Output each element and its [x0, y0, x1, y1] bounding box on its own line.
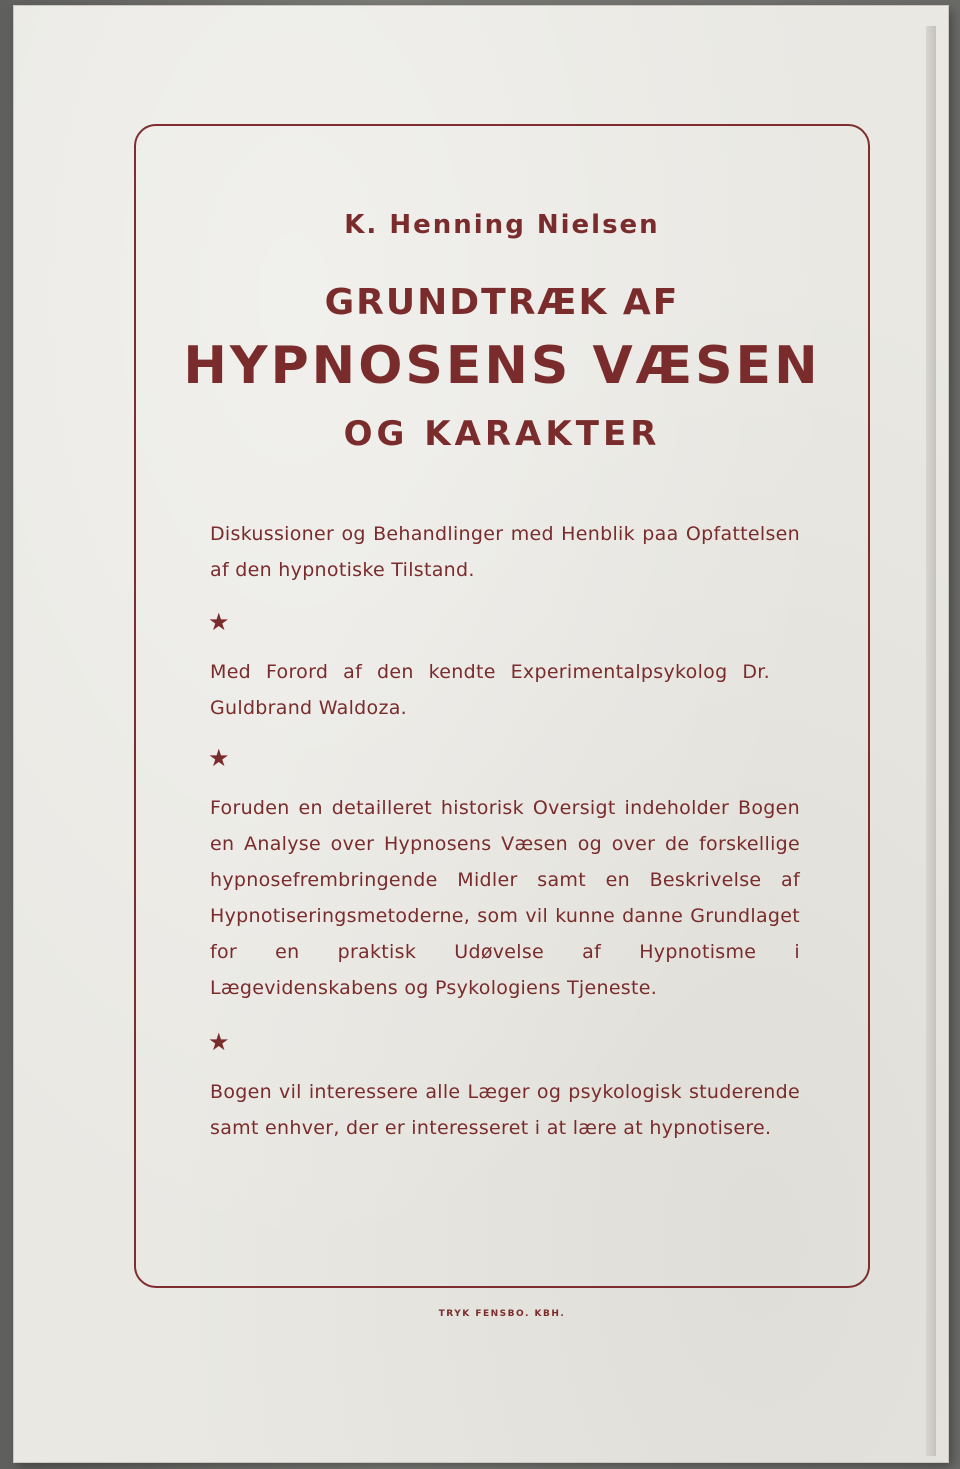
- author-name: K. Henning Nielsen: [344, 210, 660, 240]
- title-line-3: OG KARAKTER: [343, 414, 661, 454]
- star-separator-1: ★: [208, 608, 230, 636]
- description-paragraph: Diskussioner og Behandlinger med Henblik paa Opfattelsen af den hypnotiske Tilstand.: [210, 523, 800, 581]
- star-separator-2: ★: [208, 744, 230, 772]
- page-edge: [926, 26, 936, 1456]
- printer-imprint: TRYK FENSBO. KBH.: [438, 1309, 566, 1319]
- title-line-1: GRUNDTRÆK AF: [324, 282, 680, 323]
- contents-paragraph: Foruden en detailleret historisk Oversigt indeholder Bogen en Analyse over Hypnosens Væsen og over de forskellige hypnosefrembringende Midler samt en Beskrivelse af Hypnotiseringsmetoderne, som vil kunne danne Grundlaget for en praktisk Udøvelse af Hypnotisme i Lægevidenskabens og Psykologiens Tjeneste.: [210, 797, 800, 999]
- foreword-paragraph: Med Forord af den kendte Experimentalpsykolog Dr. Guldbrand Waldoza.: [210, 661, 770, 719]
- audience-paragraph: Bogen vil interessere alle Læger og psykologisk studerende samt enhver, der er interesseret i at lære at hypnotisere.: [210, 1081, 800, 1139]
- star-separator-3: ★: [208, 1028, 230, 1056]
- title-line-2: HYPNOSENS VÆSEN: [183, 336, 821, 396]
